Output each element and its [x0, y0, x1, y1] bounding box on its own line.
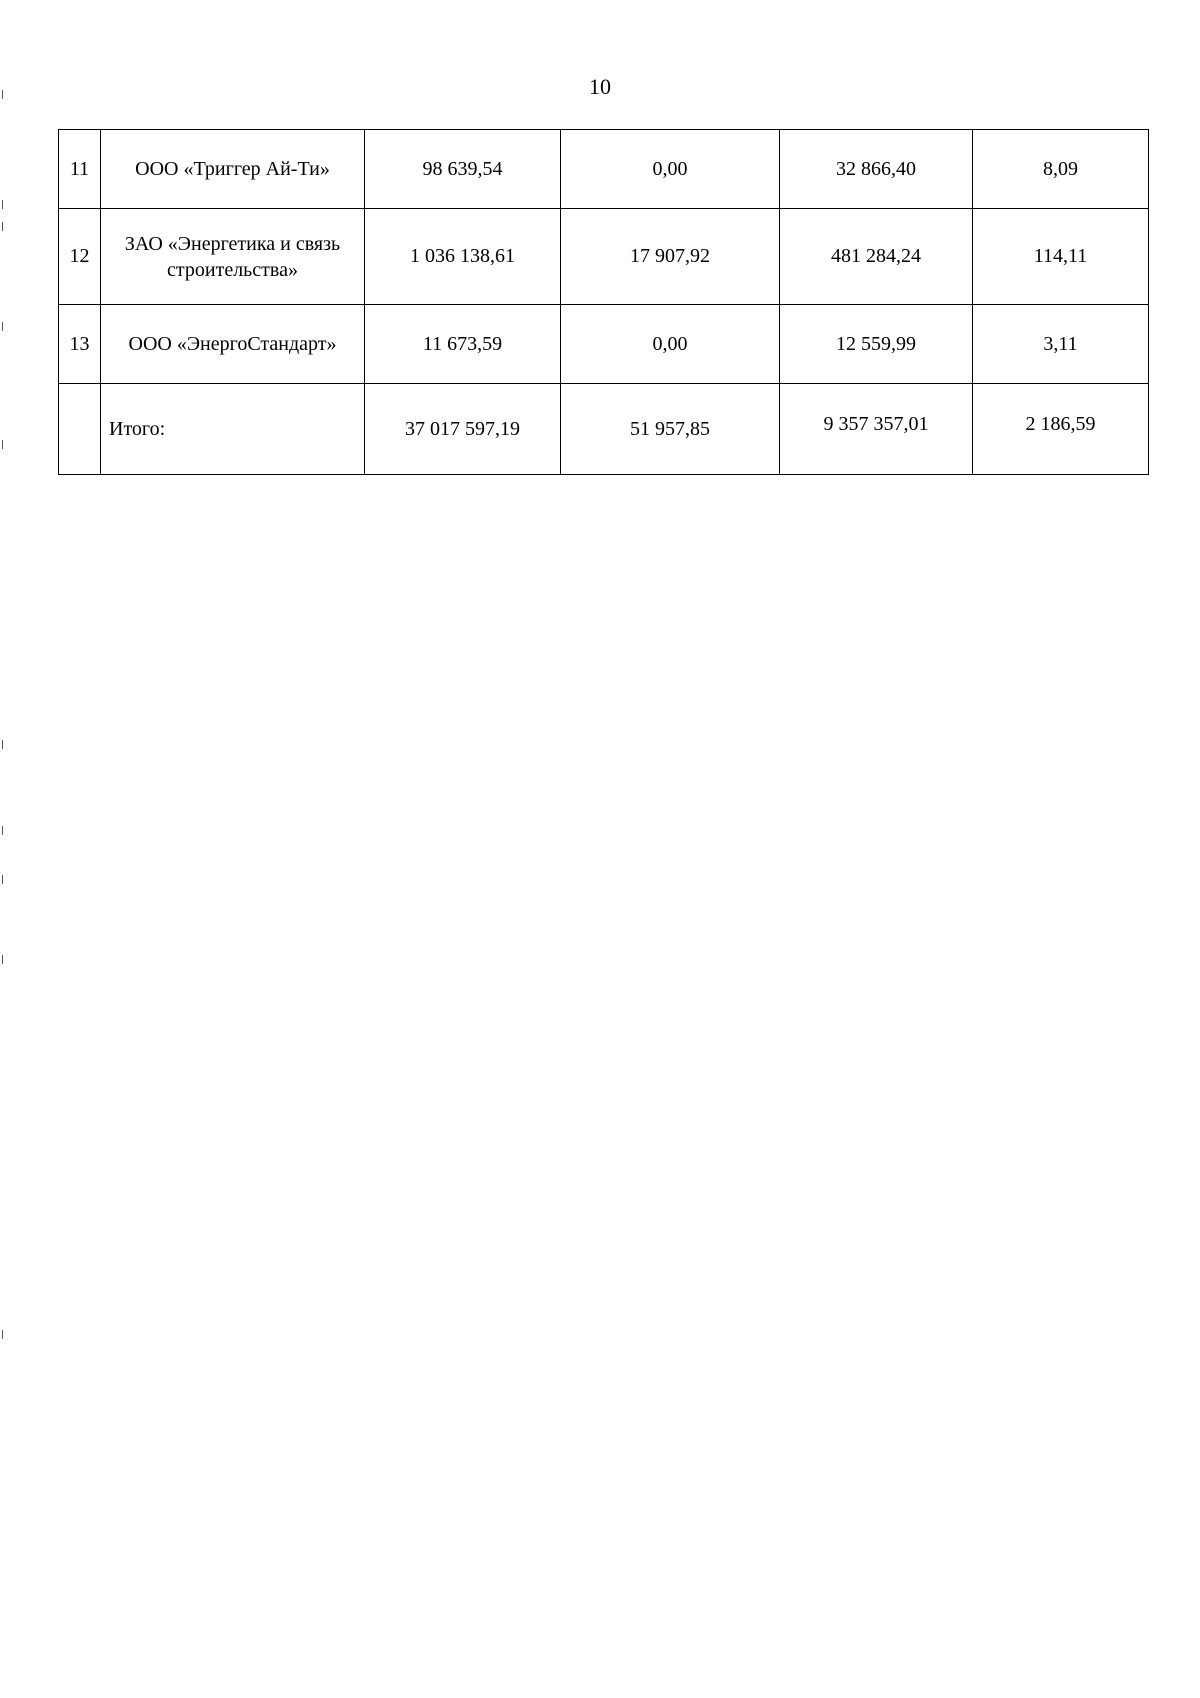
organization-name: ООО «Триггер Ай-Ти»: [101, 130, 365, 209]
value-col-3: 32 866,40: [780, 130, 973, 209]
row-number: [59, 384, 101, 475]
organization-name: ЗАО «Энергетика и связь строительства»: [101, 209, 365, 305]
scan-margin-mark: [2, 875, 3, 884]
total-col-3: 9 357 357,01: [780, 384, 973, 475]
total-col-1: 37 017 597,19: [365, 384, 561, 475]
scan-margin-mark: [2, 440, 3, 449]
row-number: 13: [59, 305, 101, 384]
value-col-1: 1 036 138,61: [365, 209, 561, 305]
value-col-2: 0,00: [561, 305, 780, 384]
data-table: [58, 129, 1149, 475]
scan-margin-mark: [2, 322, 3, 331]
table-row: [59, 305, 1149, 384]
scan-margin-mark: [2, 740, 3, 749]
value-col-4: 3,11: [973, 305, 1149, 384]
row-number: 12: [59, 209, 101, 305]
organization-name: ООО «ЭнергоСтандарт»: [101, 305, 365, 384]
scan-margin-mark: [2, 955, 3, 964]
value-col-4: 114,11: [973, 209, 1149, 305]
value-col-2: 17 907,92: [561, 209, 780, 305]
row-number: 11: [59, 130, 101, 209]
table-row: [59, 130, 1149, 209]
table-row: [59, 209, 1149, 305]
value-col-4: 8,09: [973, 130, 1149, 209]
value-col-2: 0,00: [561, 130, 780, 209]
total-col-2: 51 957,85: [561, 384, 780, 475]
scan-margin-mark: [2, 826, 3, 835]
value-col-1: 11 673,59: [365, 305, 561, 384]
total-label: Итого:: [101, 384, 365, 475]
total-col-4: 2 186,59: [973, 384, 1149, 475]
scan-margin-mark: [2, 222, 3, 231]
scan-margin-mark: [2, 200, 3, 209]
value-col-3: 481 284,24: [780, 209, 973, 305]
value-col-1: 98 639,54: [365, 130, 561, 209]
value-col-3: 12 559,99: [780, 305, 973, 384]
page-number: 10: [589, 74, 611, 99]
total-row: [59, 384, 1149, 475]
scan-margin-mark: [2, 90, 3, 99]
scan-margin-mark: [2, 1330, 3, 1339]
